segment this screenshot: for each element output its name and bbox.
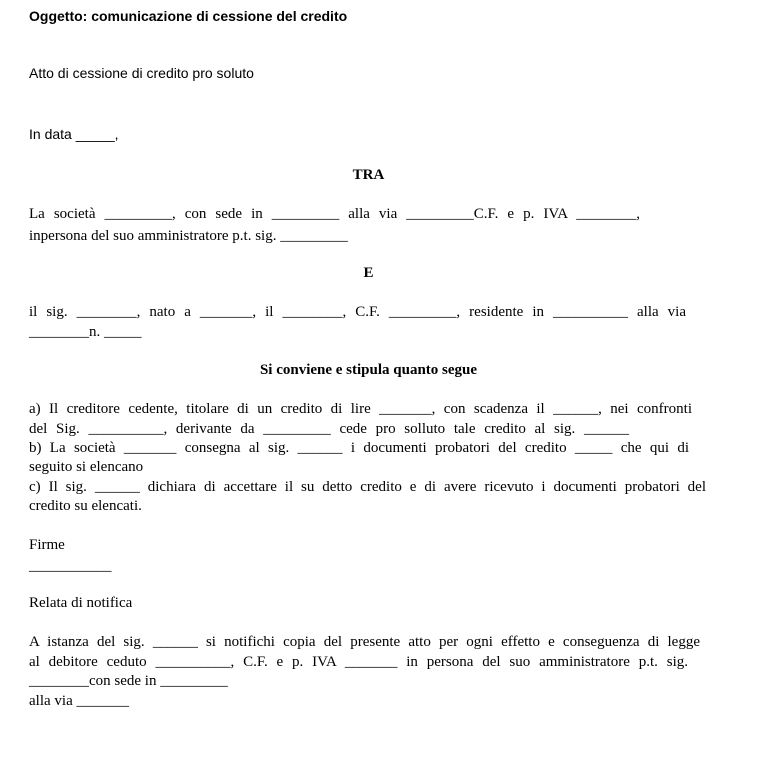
clause-c-line-2: credito su elencati. <box>29 498 142 514</box>
signatures-label: Firme <box>29 537 65 553</box>
notification-line-2: al debitore ceduto __________, C.F. e p. IVA _______ in persona del suo amministratore p.t. sig. <box>29 654 688 670</box>
subject-line: Oggetto: comunicazione di cessione del credito <box>29 8 348 24</box>
deed-title: Atto di cessione di credito pro soluto <box>29 65 254 81</box>
clause-c-line-1: c) Il sig. ______ dichiara di accettare il su detto credito e di avere ricevuto i documenti probatori del <box>29 479 706 495</box>
clause-a-line-2: del Sig. __________, derivante da _________ cede pro solluto tale credito al sig. ______ <box>29 421 629 437</box>
agreement-heading: Si conviene e stipula quanto segue <box>259 362 478 378</box>
company-line-2: inpersona del suo amministratore p.t. sig. _________ <box>29 228 348 244</box>
notification-line-3: ________con sede in _________ <box>29 673 228 689</box>
and-heading: E <box>363 265 374 281</box>
person-line-2: ________n. _____ <box>29 324 142 340</box>
clause-b-line-2: seguito si elencano <box>29 459 144 475</box>
notification-title: Relata di notifica <box>29 595 133 611</box>
notification-line-4: alla via _______ <box>29 693 129 709</box>
notification-line-1: A istanza del sig. ______ si notifichi copia del presente atto per ogni effetto e conseguenza di legge <box>29 634 700 650</box>
clause-a-line-1: a) Il creditore cedente, titolare di un credito di lire _______, con scadenza il ______, nei confronti <box>29 401 692 417</box>
date-line: In data _____, <box>29 126 119 142</box>
signature-line: ___________ <box>29 558 112 574</box>
clause-b-line-1: b) La società _______ consegna al sig. ______ i documenti probatori del credito _____ che qui di <box>29 440 689 456</box>
between-heading: TRA <box>352 167 385 183</box>
person-line-1: il sig. ________, nato a _______, il ________, C.F. _________, residente in __________ alla via <box>29 304 686 320</box>
company-line-1: La società _________, con sede in _________ alla via _________C.F. e p. IVA ________, <box>29 206 640 222</box>
